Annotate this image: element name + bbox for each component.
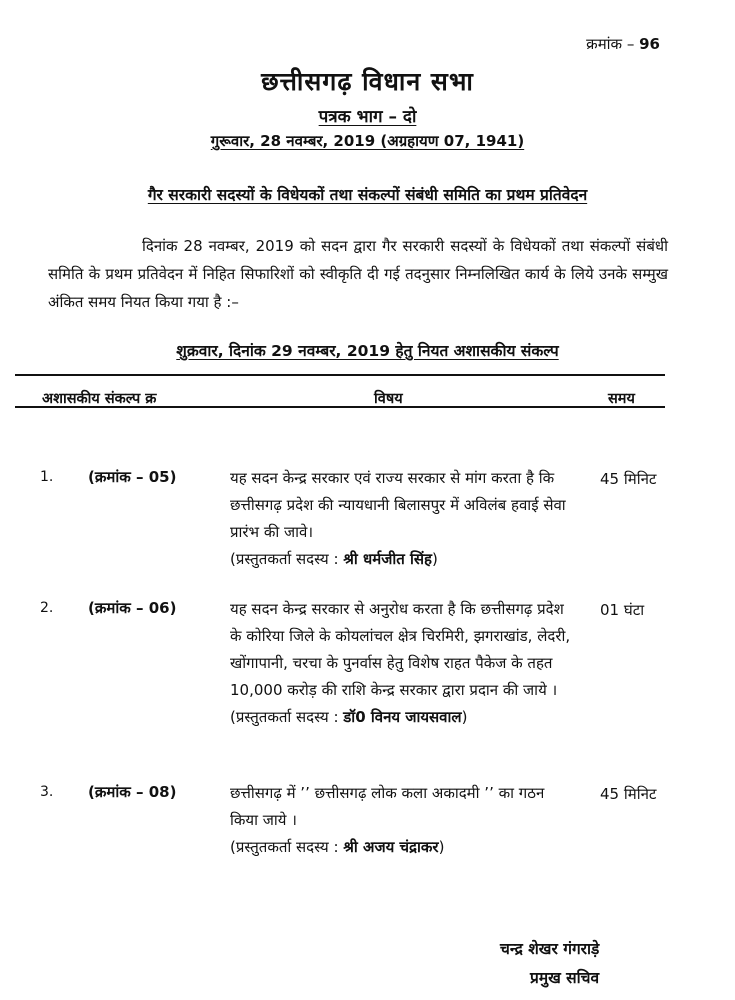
allotted-time: 45 मिनिट — [600, 470, 657, 488]
resolution-subject — [230, 596, 575, 731]
column-header-subject: विषय — [374, 391, 403, 407]
schedule-heading: शुक्रवार, दिनांक 29 नवम्बर, 2019 हेतु नियत अशासकीय संकल्प — [176, 342, 559, 360]
resolution-ref: (क्रमांक – 06) — [88, 599, 177, 617]
mover: (प्रस्तुतकर्ता सदस्य : श्री अजय चंद्राकर) — [230, 838, 445, 856]
signatory-designation: प्रमुख सचिव — [530, 969, 600, 987]
table-header-rule — [15, 406, 665, 408]
report-title: गैर सरकारी सदस्यों के विधेयकों तथा संकल्पों संबंधी समिति का प्रथम प्रतिवेदन — [147, 186, 588, 204]
column-header-resolution: अशासकीय संकल्प क्र — [42, 391, 157, 407]
assembly-title: छत्तीसगढ़ विधान सभा — [261, 67, 474, 96]
table-top-rule — [15, 374, 665, 376]
resolution-subject — [230, 780, 575, 861]
intro-paragraph: दिनांक 28 नवम्बर, 2019 को सदन द्वारा गैर सरकारी सदस्यों के विधेयकों तथा संकल्पों संबंधी समिति के प्रथम प्रतिवेदन में निहित सिफारिशों को स्वीकृति दी गई तदनुसार निम्नलिखित कार्य के लिये उनके सम्मुख अंकित समय नियत किया गया है :– — [48, 237, 668, 311]
allotted-time: 01 घंटा — [600, 601, 645, 619]
resolution-ref: (क्रमांक – 05) — [88, 468, 177, 486]
signatory-name: चन्द्र शेखर गंगराड़े — [500, 940, 600, 958]
part-title: पत्रक भाग – दो — [318, 107, 417, 127]
column-header-time: समय — [608, 391, 635, 407]
row-number: 1. — [40, 469, 54, 485]
subject-text: यह सदन केन्द्र सरकार एवं राज्य सरकार से मांग करता है कि छत्तीसगढ़ प्रदेश की न्यायधानी बिलासपुर में अविलंब हवाई सेवा प्रारंभ की जावे। — [230, 469, 566, 541]
subject-text: छत्तीसगढ़ में ’’ छत्तीसगढ़ लोक कला अकादमी ’’ का गठन किया जाये । — [230, 784, 545, 829]
session-date: गुरूवार, 28 नवम्बर, 2019 (अग्रहायण 07, 1941) — [210, 132, 525, 150]
row-number: 2. — [40, 600, 54, 616]
resolution-ref: (क्रमांक – 08) — [88, 783, 177, 801]
row-number: 3. — [40, 784, 54, 800]
resolution-subject — [230, 465, 575, 573]
subject-text: यह सदन केन्द्र सरकार से अनुरोध करता है कि छत्तीसगढ़ प्रदेश के कोरिया जिले के कोयलांचल क्षेत्र चिरमिरी, झगराखांड, लेदरी, खोंगापानी, चरचा के पुनर्वास हेतु विशेष राहत पैकेज के तहत 10,000 करोड़ की राशि केन्द्र सरकार द्वारा प्रदान की जाये । — [230, 600, 571, 699]
mover: (प्रस्तुतकर्ता सदस्य : श्री धर्मजीत सिंह) — [230, 550, 438, 568]
serial-number: क्रमांक – 96 — [586, 35, 660, 53]
allotted-time: 45 मिनिट — [600, 785, 657, 803]
mover: (प्रस्तुतकर्ता सदस्य : डॉ0 विनय जायसवाल) — [230, 708, 468, 726]
